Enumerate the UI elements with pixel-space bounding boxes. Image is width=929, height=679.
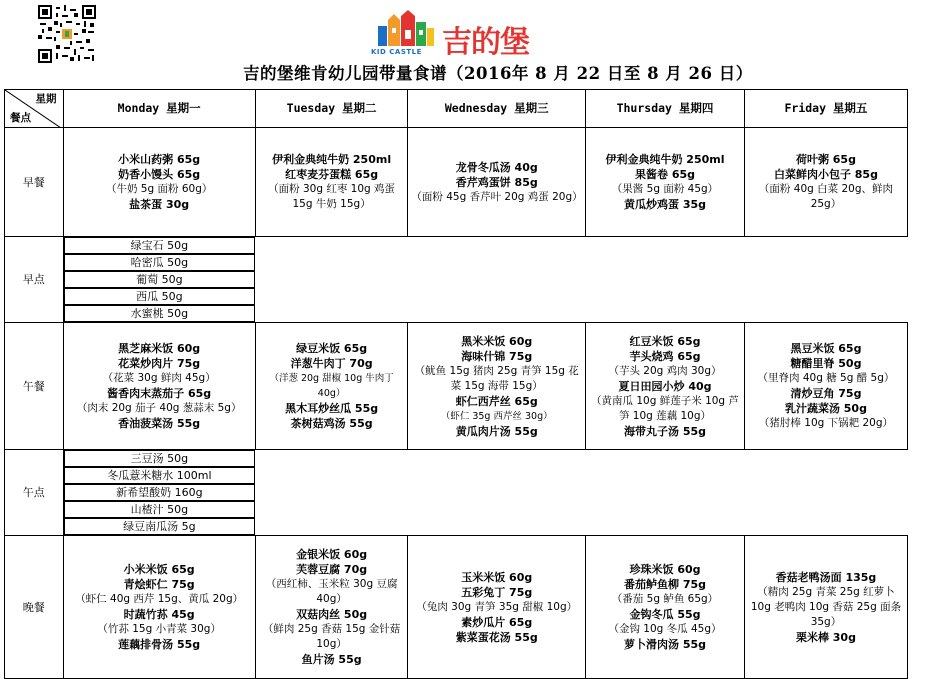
breakfast-wednesday <box>408 128 586 237</box>
dish: 黑木耳炒丝瓜 55g <box>285 402 379 415</box>
meal-label-lunch: 午餐 <box>5 323 64 450</box>
breakfast-thursday <box>586 128 745 237</box>
breakfast-tuesday <box>255 128 408 237</box>
dish: 黄瓜炒鸡蛋 35g <box>623 198 706 211</box>
dish: 黄瓜肉片汤 55g <box>455 424 538 438</box>
dish: 小米米饭 65g <box>123 563 195 576</box>
ingredient-note: （鲜肉 25g 香菇 15g 金针菇 10g） <box>262 623 401 650</box>
meal-table <box>4 89 908 679</box>
dish: 洋葱牛肉丁 70g <box>290 357 373 370</box>
ingredient-note: （竹荪 15g 小青菜 30g） <box>97 623 221 635</box>
meal-label-dinner: 晚餐 <box>5 536 64 679</box>
ingredient-note: （里脊肉 40g 糖 5g 醋 5g） <box>757 372 895 384</box>
dish: 黑豆米饭 65g <box>790 342 862 355</box>
morning-snack-tuesday: 哈密瓜 50g <box>64 254 256 271</box>
morning-snack-wednesday: 葡萄 50g <box>64 271 256 288</box>
ingredient-note: （面粉 45g 香芹叶 20g 鸡蛋 20g） <box>411 190 583 203</box>
afternoon-snack-thursday: 山楂汁 50g <box>64 501 256 518</box>
afternoon-snack-tuesday: 冬瓜薏米糖水 100ml <box>64 467 256 484</box>
ingredient-note: （猪肘棒 10g 下锅耙 20g） <box>758 417 893 429</box>
dish: 栗米棒 30g <box>795 630 856 644</box>
corner-cell <box>5 90 64 128</box>
dish: 紫菜蛋花汤 55g <box>455 630 538 644</box>
ingredient-note: （虾仁 40g 西芹 15g、黄瓜 20g） <box>75 593 244 605</box>
dish: 果酱卷 65g <box>634 168 695 181</box>
header-row <box>5 90 908 128</box>
dish: 花菜炒肉片 75g <box>118 357 201 370</box>
qr-code <box>38 5 96 63</box>
dish: 虾仁西芹丝 65g <box>455 394 538 408</box>
dish: 白菜鲜肉小包子 85g <box>773 168 878 181</box>
ingredient-note: （花菜 30g 鲜肉 45g） <box>102 372 216 384</box>
dish: 清炒豆角 75g <box>790 387 862 400</box>
day-header-wednesday: Wednesday 星期三 <box>408 90 586 128</box>
dish: 伊利金典纯牛奶 250ml <box>605 153 725 166</box>
dish: 双菇肉丝 50g <box>296 608 368 621</box>
dish: 香油菠菜汤 55g <box>118 417 201 430</box>
dish: 萝卜滑肉汤 55g <box>623 638 706 651</box>
dish: 绿豆米饭 65g <box>296 342 368 355</box>
dish: 五彩兔丁 75g <box>461 585 533 599</box>
morning-snack-friday: 水蜜桃 50g <box>64 305 256 322</box>
ingredient-note: （牛奶 5g 面粉 60g） <box>105 183 213 195</box>
day-header-friday: Friday 星期五 <box>744 90 907 128</box>
lunch-thursday <box>586 323 745 450</box>
dish: 茶树菇鸡汤 55g <box>290 417 373 430</box>
ingredient-note: （果酱 5g 面粉 45g） <box>611 183 719 195</box>
page-title: 吉的堡维肯幼儿园带量食谱（2016年 8 月 22 日至 8 月 26 日） <box>243 64 753 83</box>
ingredient-note: （黄南瓜 10g 鲜莲子米 10g 芦笋 10g 莲藕 10g） <box>591 394 739 422</box>
dish: 珍珠米饭 60g <box>629 563 701 576</box>
afternoon-snack-friday: 绿豆南瓜汤 5g <box>64 518 256 535</box>
day-header-tuesday: Tuesday 星期二 <box>255 90 408 128</box>
dish: 酱香肉末蒸茄子 65g <box>107 387 212 400</box>
ingredient-note: （精肉 25g 青菜 25g 红萝卜 10g 老鸭肉 10g 香菇 25g 面条 35g） <box>750 585 902 628</box>
dish: 芙蓉豆腐 70g <box>296 563 368 576</box>
lunch-friday <box>744 323 907 450</box>
lunch-monday <box>63 323 255 450</box>
ingredient-note: （洋葱 20g 甜椒 10g 牛肉丁 40g） <box>269 373 394 399</box>
meal-label-breakfast: 早餐 <box>5 128 64 237</box>
dish: 小米山药粥 65g <box>118 153 201 166</box>
dish: 红豆米饭 65g <box>629 334 701 348</box>
dish: 香菇老鸭汤面 135g <box>775 570 877 584</box>
lunch-tuesday <box>255 323 408 450</box>
dish: 素炒瓜片 65g <box>461 615 533 629</box>
ingredient-note: （西红柿、玉米粒 30g 豆腐 40g） <box>265 578 398 605</box>
dish: 黑米米饭 60g <box>461 334 533 348</box>
ingredient-note: （虾仁 35g 西芹丝 30g） <box>440 410 553 422</box>
dish: 盐茶蛋 30g <box>129 198 190 211</box>
ingredient-note: （肉末 20g 茄子 40g 葱蒜末 5g） <box>76 402 242 414</box>
ingredient-note: （面粉 30g 红枣 10g 鸡蛋 15g 牛奶 15g） <box>268 183 396 210</box>
dish: 玉米米饭 60g <box>461 570 533 584</box>
dish: 伊利金典纯牛奶 250ml <box>272 153 392 166</box>
morning-snack-row <box>5 237 908 323</box>
lunch-row <box>5 323 908 450</box>
meal-label-afternoon-snack: 午点 <box>5 450 64 536</box>
dish: 芋头烧鸡 65g <box>629 349 701 363</box>
ingredient-note: （金钩 10g 冬瓜 45g） <box>608 623 722 635</box>
afternoon-snack-monday: 三豆汤 50g <box>64 450 256 467</box>
afternoon-snack-row <box>5 450 908 536</box>
dish: 莲藕排骨汤 55g <box>118 638 201 651</box>
breakfast-friday <box>744 128 907 237</box>
morning-snack-monday: 绿宝石 50g <box>64 237 256 254</box>
day-header-thursday: Thursday 星期四 <box>586 90 745 128</box>
dish: 时蔬竹荪 45g <box>123 608 195 621</box>
morning-snack-thursday: 西瓜 50g <box>64 288 256 305</box>
dish: 鱼片汤 55g <box>301 653 362 666</box>
ingredient-note: （鱿鱼 15g 猪肉 25g 青笋 15g 花菜 15g 海带 15g） <box>414 364 579 392</box>
corner-weekday-label: 星期 <box>35 93 57 105</box>
ingredient-note: （番茄 5g 鲈鱼 65g） <box>611 593 719 605</box>
dish: 番茄鲈鱼柳 75g <box>623 578 706 591</box>
dish: 夏日田园小炒 40g <box>618 379 712 393</box>
ingredient-note: （芋头 20g 鸡肉 30g） <box>608 364 722 377</box>
kid-castle-logo <box>368 10 568 60</box>
dish: 龙骨冬瓜汤 40g <box>455 160 538 174</box>
ingredient-note: （面粉 40g 白菜 20g、鲜肉 25g） <box>758 183 893 210</box>
logo-brand: 吉的堡 <box>442 25 529 60</box>
lunch-wednesday <box>408 323 586 450</box>
ingredient-note: （兔肉 30g 青笋 35g 甜椒 10g） <box>416 600 578 613</box>
corner-meal-label: 餐点 <box>10 112 31 124</box>
afternoon-snack-wednesday: 新希望酸奶 160g <box>64 484 256 501</box>
day-header-monday: Monday 星期一 <box>63 90 255 128</box>
dish: 糖醋里脊 50g <box>790 357 862 370</box>
dish: 乳汁蔬菜汤 50g <box>784 402 867 415</box>
castle-icon <box>374 10 436 48</box>
breakfast-monday <box>63 128 255 237</box>
meal-label-morning-snack: 早点 <box>5 237 64 323</box>
dish: 金钩冬瓜 55g <box>629 608 701 621</box>
dish: 海味什锦 75g <box>461 349 533 363</box>
dish: 黑芝麻米饭 60g <box>118 342 201 355</box>
dish: 荷叶粥 65g <box>795 153 856 166</box>
dish: 香芹鸡蛋饼 85g <box>455 175 538 189</box>
dish: 奶香小馒头 65g <box>118 168 201 181</box>
dish: 红枣麦芬蛋糕 65g <box>285 168 379 181</box>
dish: 海带丸子汤 55g <box>623 424 706 438</box>
dish: 金银米饭 60g <box>296 548 368 561</box>
breakfast-row <box>5 128 908 237</box>
logo-subtitle: KID CASTLE <box>371 48 422 56</box>
dish: 青烩虾仁 75g <box>123 578 195 591</box>
